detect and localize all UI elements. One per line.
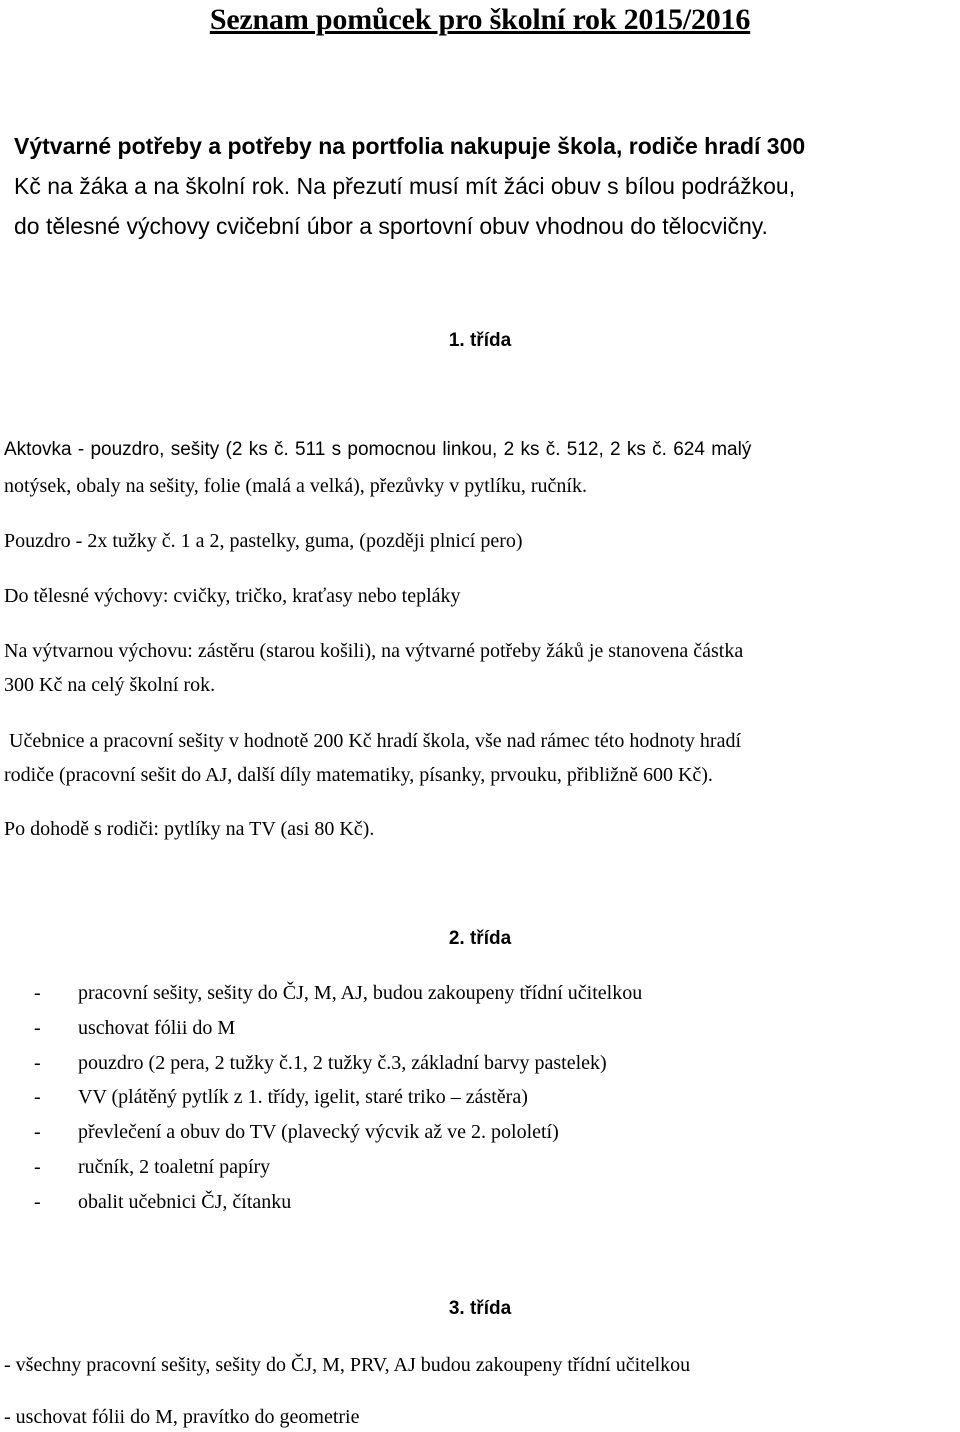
list-item xyxy=(34,976,642,1011)
dash-bullet: - xyxy=(34,1051,41,1074)
dash-bullet: - xyxy=(34,1155,41,1178)
tv-text: Do tělesné výchovy: cvičky, tričko, kraťasy nebo tepláky xyxy=(4,585,461,607)
heading-class-2: 2. třída xyxy=(448,928,512,949)
class-3-item: - všechny pracovní sešity, sešity do ČJ, M, PRV, AJ budou zakoupeny třídní učitelkou xyxy=(4,1354,691,1376)
vv-line-1: Na výtvarnou výchovu: zástěru (starou košili), na výtvarné potřeby žáků je stanovena částka xyxy=(4,640,744,662)
aktovka-line-2: notýsek, obaly na sešity, folie (malá a velká), přezůvky v pytlíku, ručník. xyxy=(4,475,587,497)
dash-bullet: - xyxy=(34,1190,41,1213)
intro-line-2: Kč na žáka a na školní rok. Na přezutí musí mít žáci obuv s bílou podrážkou, xyxy=(14,173,796,199)
intro-line-1: Výtvarné potřeby a potřeby na portfolia nakupuje škola, rodiče hradí 300 xyxy=(14,133,806,159)
list-item xyxy=(34,1115,642,1150)
heading-class-3: 3. třída xyxy=(448,1298,512,1319)
list-item-text: pouzdro (2 pera, 2 tužky č.1, 2 tužky č.3, základní barvy pastelek) xyxy=(78,1051,607,1074)
dash-bullet: - xyxy=(34,1016,41,1039)
ucebnice-line-1: Učebnice a pracovní sešity v hodnotě 200 Kč hradí škola, vše nad rámec této hodnoty hradí xyxy=(4,730,742,752)
dohoda-text: Po dohodě s rodiči: pytlíky na TV (asi 80 Kč). xyxy=(4,818,375,840)
list-item xyxy=(34,1011,642,1046)
list-item xyxy=(34,1080,642,1115)
list-item xyxy=(34,1150,642,1185)
pouzdro-text: Pouzdro - 2x tužky č. 1 a 2, pastelky, guma, (později plnicí pero) xyxy=(4,530,523,552)
intro-paragraph xyxy=(14,126,954,246)
class-3-item: - uschovat fólii do M, pravítko do geometrie xyxy=(4,1406,360,1428)
ucebnice-line-2: rodiče (pracovní sešit do AJ, další díly matematiky, písanky, prvouku, přibližně 600 Kč). xyxy=(4,764,713,786)
list-item-text: VV (plátěný pytlík z 1. třídy, igelit, staré triko – zástěra) xyxy=(78,1086,528,1109)
class-2-list xyxy=(34,976,642,1220)
list-item-text: obalit učebnici ČJ, čítanku xyxy=(78,1190,292,1213)
dash-bullet: - xyxy=(34,1086,41,1109)
page-title: Seznam pomůcek pro školní rok 2015/2016 xyxy=(209,3,751,36)
aktovka-line-1: Aktovka - pouzdro, sešity (2 ks č. 511 s pomocnou linkou, 2 ks č. 512, 2 ks č. 624 malý xyxy=(4,439,752,460)
dash-bullet: - xyxy=(34,982,41,1004)
dash-bullet: - xyxy=(34,1121,41,1144)
list-item-text: uschovat fólii do M xyxy=(78,1016,236,1039)
vv-line-2: 300 Kč na celý školní rok. xyxy=(4,674,216,696)
list-item-text: ručník, 2 toaletní papíry xyxy=(78,1155,271,1178)
list-item-text: pracovní sešity, sešity do ČJ, M, AJ, budou zakoupeny třídní učitelkou xyxy=(78,982,643,1004)
list-item xyxy=(34,1046,642,1081)
list-item-text: převlečení a obuv do TV (plavecký výcvik až ve 2. pololetí) xyxy=(78,1121,559,1144)
heading-class-1: 1. třída xyxy=(448,330,512,351)
list-item xyxy=(34,1185,642,1220)
intro-line-3: do tělesné výchovy cvičební úbor a sportovní obuv vhodnou do tělocvičny. xyxy=(14,213,768,239)
